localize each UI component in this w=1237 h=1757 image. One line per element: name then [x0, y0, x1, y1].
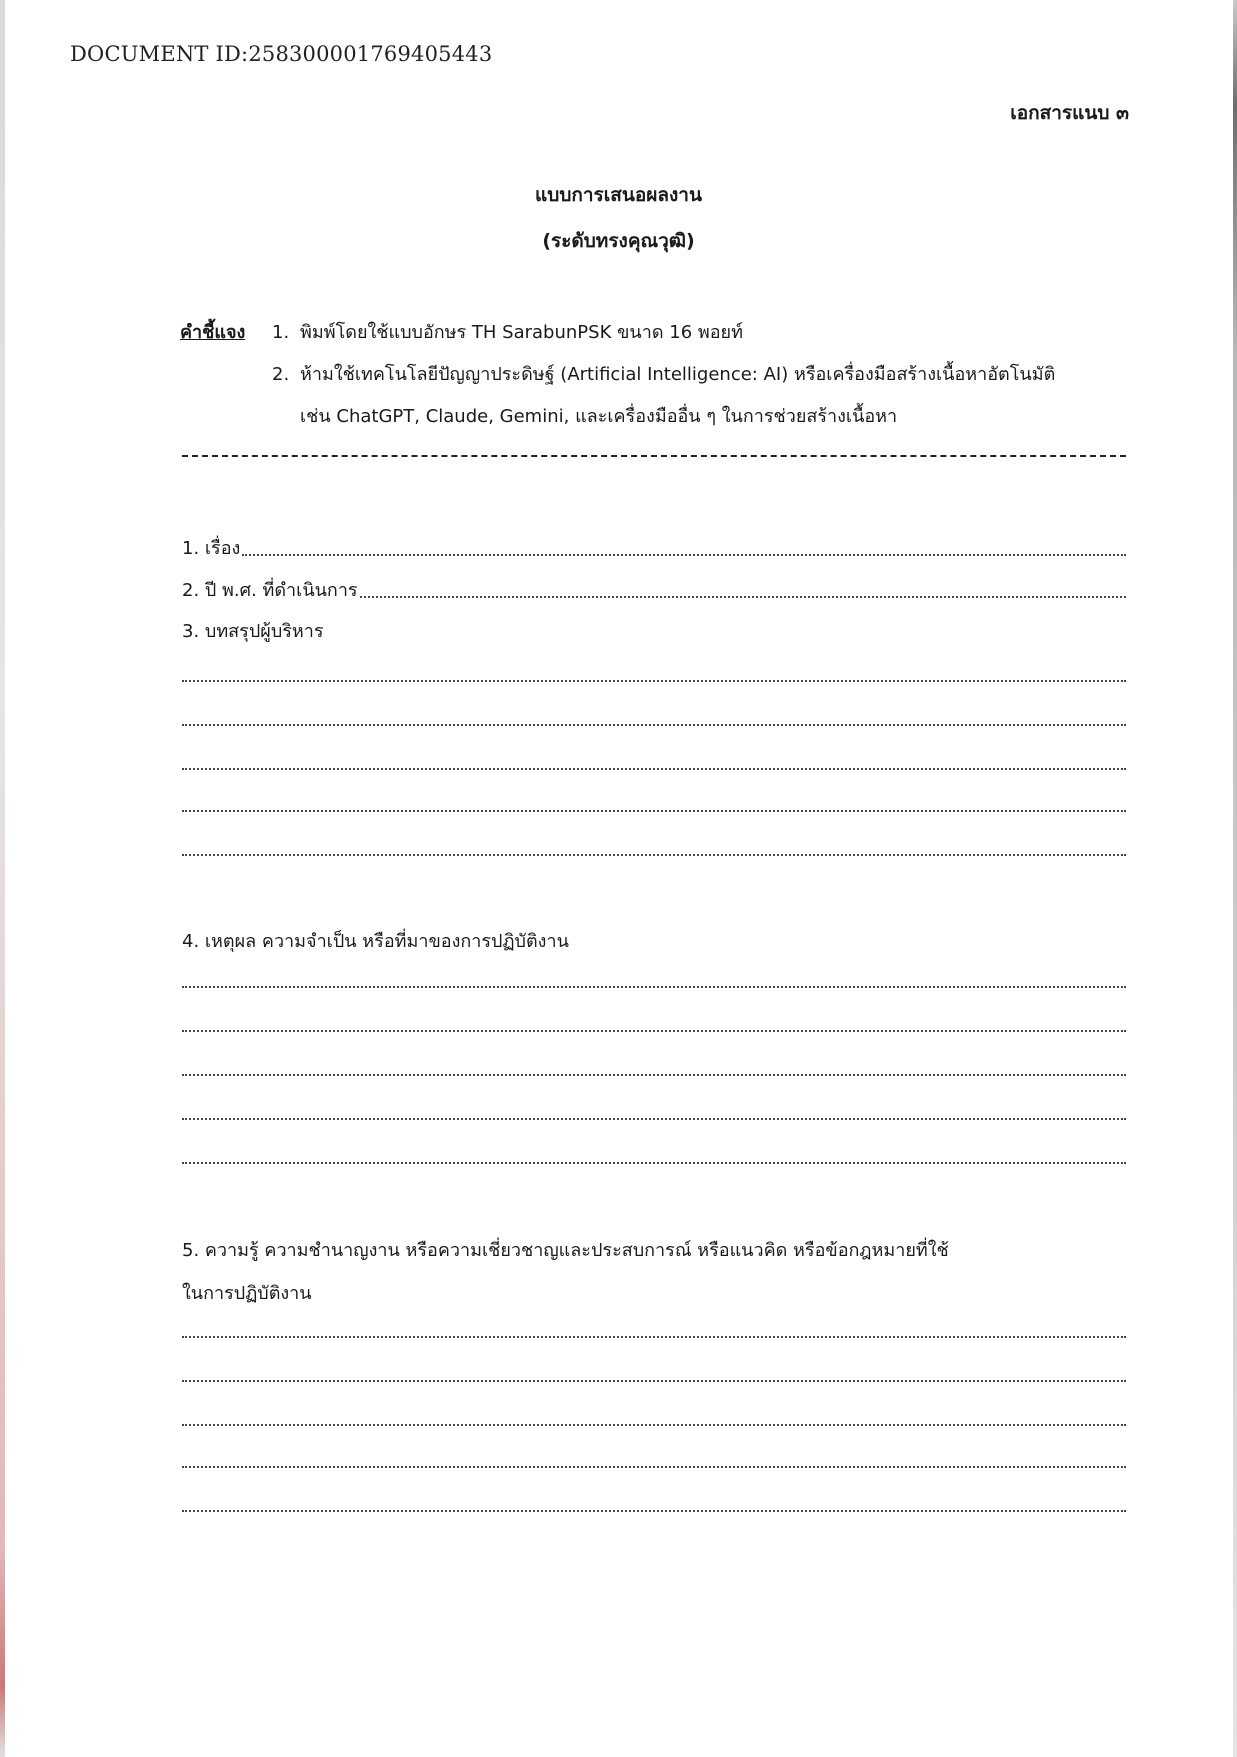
instruction-text: ห้ามใช้เทคโนโลยีปัญญาประดิษฐ์ (Artificial Intelligence: AI) หรือเครื่องมือสร้างเนื้อหาอัตโนมัติ — [300, 364, 1056, 385]
instruction-row — [180, 312, 1130, 354]
knowledge-heading: 5. ความรู้ ความชำนาญงาน หรือความเชี่ยวชาญและประสบการณ์ หรือแนวคิด หรือข้อกฎหมายที่ใช้ — [182, 1240, 949, 1261]
year-blank[interactable] — [360, 596, 1126, 598]
writing-line[interactable] — [182, 854, 1126, 856]
executive-summary-heading: 3. บทสรุปผู้บริหาร — [182, 621, 324, 642]
writing-line[interactable] — [182, 1336, 1126, 1338]
instruction-text: เช่น ChatGPT, Claude, Gemini, และเครื่องมืออื่น ๆ ในการช่วยสร้างเนื้อหา — [300, 406, 898, 427]
writing-line[interactable] — [182, 1424, 1126, 1426]
scan-edge-right — [1233, 0, 1237, 1757]
instruction-row — [180, 396, 1130, 438]
instruction-text: พิมพ์โดยใช้แบบอักษร TH SarabunPSK ขนาด 16 พอยท์ — [300, 322, 743, 343]
year-label: 2. ปี พ.ศ. ที่ดำเนินการ — [182, 580, 358, 601]
instructions-heading: คำชี้แจง — [180, 322, 246, 343]
writing-line[interactable] — [182, 1162, 1126, 1164]
writing-line[interactable] — [182, 1074, 1126, 1076]
topic-blank[interactable] — [242, 554, 1126, 556]
instruction-number: 1. — [272, 322, 290, 343]
writing-line[interactable] — [182, 810, 1126, 812]
topic-field[interactable] — [182, 530, 1126, 564]
form-subtitle: (ระดับทรงคุณวุฒิ) — [542, 230, 695, 252]
writing-line[interactable] — [182, 1118, 1126, 1120]
writing-line[interactable] — [182, 768, 1126, 770]
writing-line[interactable] — [182, 1380, 1126, 1382]
topic-label: 1. เรื่อง — [182, 538, 241, 559]
writing-line[interactable] — [182, 680, 1126, 682]
rationale-heading: 4. เหตุผล ความจำเป็น หรือที่มาของการปฏิบัติงาน — [182, 931, 569, 952]
writing-line[interactable] — [182, 1466, 1126, 1468]
instruction-number: 2. — [272, 364, 290, 385]
writing-line[interactable] — [182, 986, 1126, 988]
writing-line[interactable] — [182, 724, 1126, 726]
document-id: DOCUMENT ID:258300001769405443 — [70, 42, 493, 66]
instruction-row — [180, 354, 1130, 396]
knowledge-heading-cont: ในการปฏิบัติงาน — [182, 1283, 312, 1304]
form-title: แบบการเสนอผลงาน — [535, 184, 702, 206]
year-field[interactable] — [182, 572, 1126, 606]
attachment-label: เอกสารแนบ ๓ — [1010, 102, 1129, 124]
scan-edge-left — [0, 0, 5, 1757]
writing-line[interactable] — [182, 1510, 1126, 1512]
separator-line — [182, 455, 1126, 457]
instructions-block — [180, 312, 1130, 438]
writing-line[interactable] — [182, 1030, 1126, 1032]
